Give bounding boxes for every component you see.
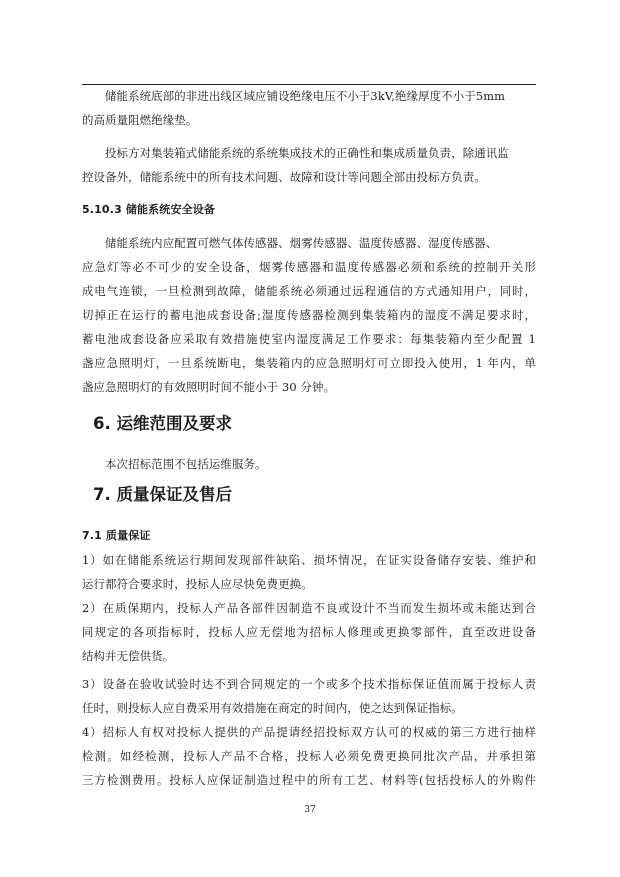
- paragraph-line: 切掉正在运行的蓄电池成套设备;湿度传感器检测到集装箱内的湿度不满足要求时，: [82, 308, 536, 322]
- section-heading-7-1: 7.1 质量保证: [82, 529, 151, 542]
- paragraph-line: 3）设备在验收试验时达不到合同规定的一个或多个技术指标保证值而属于投标人责: [82, 677, 536, 691]
- paragraph-line: 控设备外，储能系统中的所有技术问题、故障和设计等问题全部由投标方负责。: [82, 170, 486, 184]
- page-number: 37: [304, 805, 316, 815]
- paragraph-line: 结构并无偿供货。: [82, 649, 175, 663]
- section-heading-5-10-3: 5.10.3 储能系统安全设备: [82, 203, 216, 216]
- paragraph-line: 同规定的各项指标时，投标人应无偿地为招标人修理或更换零部件，直至改进设备: [82, 625, 536, 639]
- paragraph-line: 蓄电池成套设备应采取有效措施使室内湿度满足工作要求：每集装箱内至少配置 1: [82, 332, 536, 346]
- paragraph-line: 盏应急照明灯，一旦系统断电，集装箱内的应急照明灯可立即投入使用，1 年内，单: [82, 356, 536, 370]
- paragraph-line: 储能系统底部的非进出线区域应铺设绝缘电压不小于3kV,绝缘厚度不小于5mm: [105, 89, 506, 103]
- paragraph-line: 盏应急照明灯的有效照明时间不能小于 30 分钟。: [82, 380, 336, 394]
- paragraph-line: 的高质量阻燃绝缘垫。: [82, 113, 198, 127]
- paragraph-line: 2）在质保期内，投标人产品各部件因制造不良或设计不当而发生损坏或未能达到合: [82, 601, 536, 615]
- paragraph-line: 三方检测费用。投标人应保证制造过程中的所有工艺、材料等(包括投标人的外购件: [82, 773, 536, 787]
- paragraph-line: 储能系统内应配置可燃气体传感器、烟雾传感器、温度传感器、湿度传感器、: [105, 236, 498, 250]
- paragraph-line: 4）招标人有权对投标人提供的产品提请经招投标双方认可的权威的第三方进行抽样: [82, 725, 536, 739]
- paragraph-line: 本次招标范围不包括运维服务。: [105, 457, 267, 471]
- chapter-heading-7: 7. 质量保证及售后: [93, 485, 232, 504]
- chapter-heading-6: 6. 运维范围及要求: [93, 414, 232, 433]
- header-rule: [82, 84, 536, 85]
- paragraph-line: 投标方对集装箱式储能系统的系统集成技术的正确性和集成质量负责，除通讯监: [105, 146, 509, 160]
- paragraph-line: 检测。如经检测，投标人产品不合格，投标人必须免费更换同批次产品，并承担第: [82, 749, 536, 763]
- paragraph-line: 任时，则投标人应自费采用有效措施在商定的时间内，使之达到保证指标。: [82, 701, 463, 715]
- paragraph-line: 运行都符合要求时，投标人应尽快免费更换。: [82, 577, 313, 591]
- paragraph-line: 应急灯等必不可少的安全设备，烟雾传感器和温度传感器必须和系统的控制开关形: [82, 260, 536, 274]
- paragraph-line: 1）如在储能系统运行期间发现部件缺陷、损坏情况，在证实设备储存安装、维护和: [82, 553, 536, 567]
- paragraph-line: 成电气连锁，一旦检测到故障，储能系统必须通过远程通信的方式通知用户，同时，: [82, 284, 536, 298]
